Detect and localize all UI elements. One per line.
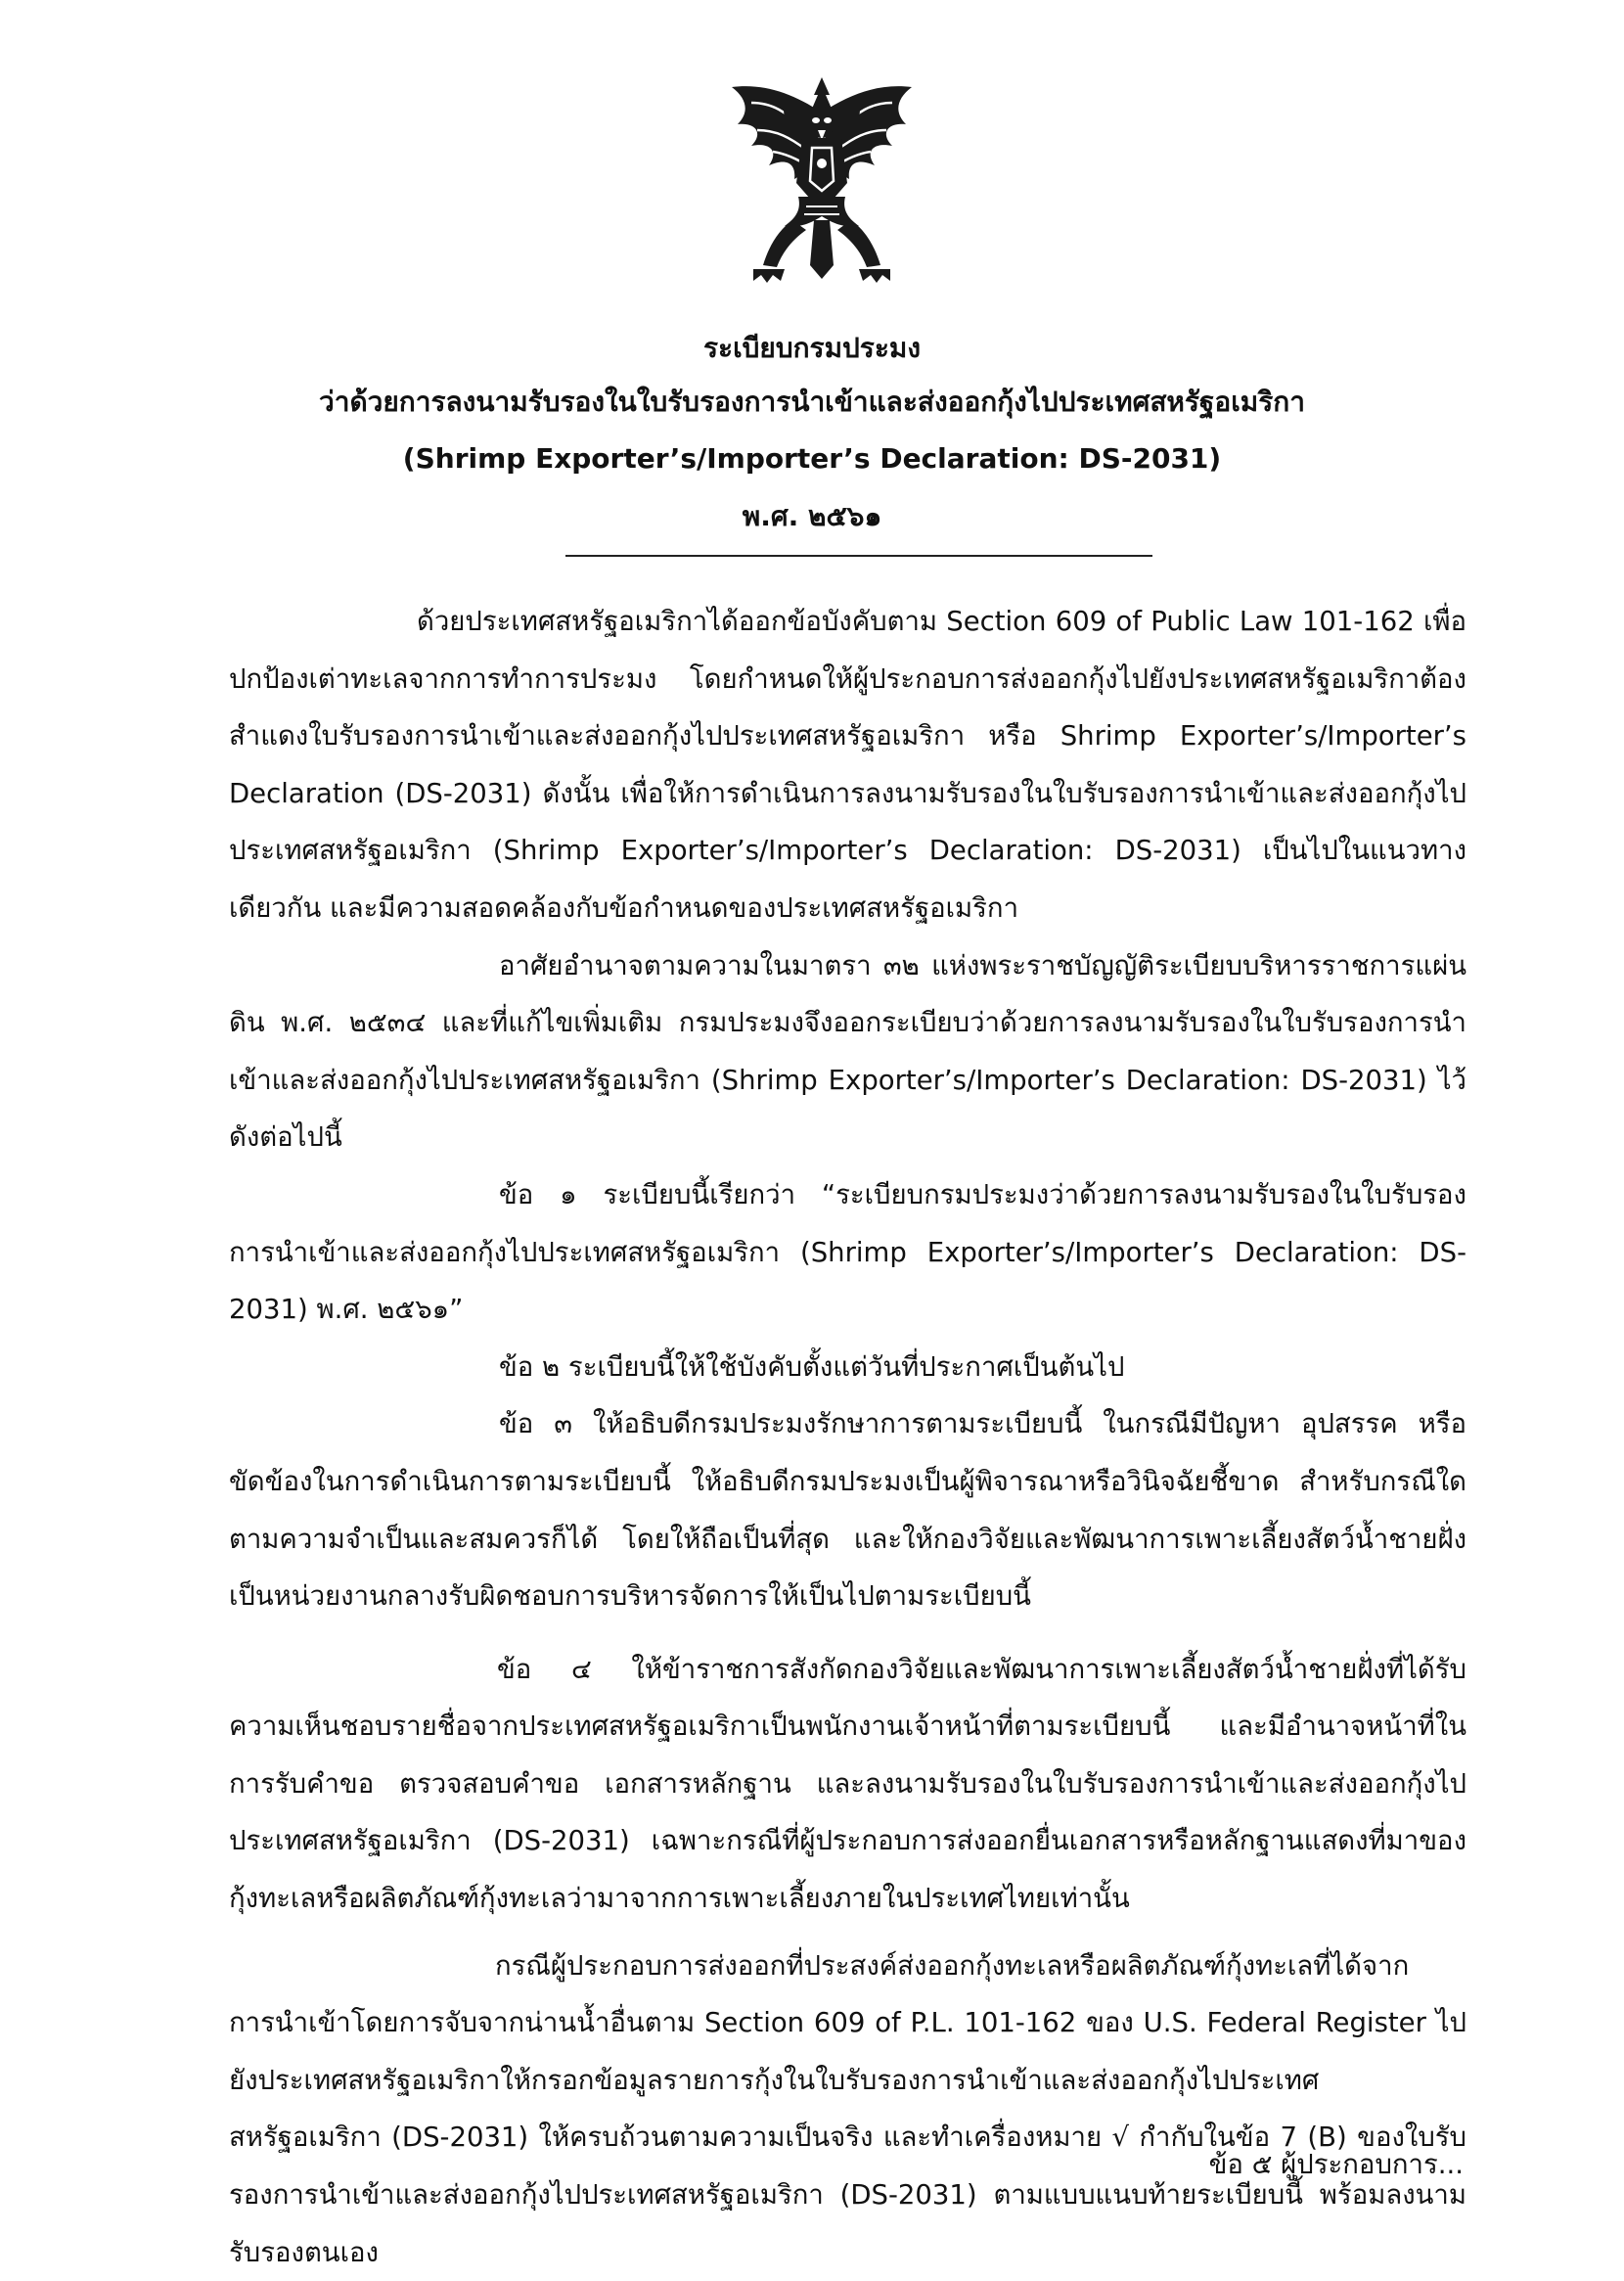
clause-3: ข้อ ๓ ให้อธิบดีกรมประมงรักษาการตามระเบียบนี้ ในกรณีมีปัญหา อุปสรรค หรือขัดข้องในการดำเนินการตามระเบียบนี้ ให้อธิบดีกรมประมงเป็นผู้พิจารณาหรือวินิจฉัยชี้ขาด สำหรับกรณีใดตามความจำเป็นและสมควรก็ได้ โดยให้ถือเป็นที่สุด และให้กองวิจัยและพัฒนาการเพาะเลี้ยงสัตว์น้ำชายฝั่ง เป็นหน่วยงานกลางรับผิดชอบการบริหารจัดการให้เป็นไปตามระเบียบนี้ xyxy=(229,1408,1466,1613)
paragraph-authority: อาศัยอำนาจตามความในมาตรา ๓๒ แห่งพระราชบัญญัติระเบียบบริหารราชการแผ่นดิน พ.ศ. ๒๕๓๔ และที่แก้ไขเพิ่มเติม กรมประมงจึงออกระเบียบว่าด้วยการลงนามรับรองในใบรับรองการนำเข้าและส่งออกกุ้งไปประเทศสหรัฐอเมริกา (Shrimp Exporter’s/Importer’s Declaration: DS-2031) ไว้ดังต่อไปนี้ xyxy=(229,949,1466,1154)
clause-2: ข้อ ๒ ระเบียบนี้ให้ใช้บังคับตั้งแต่วันที่ประกาศเป็นต้นไป xyxy=(499,1350,1125,1383)
document-body xyxy=(229,593,1466,2281)
regulation-english-title: (Shrimp Exporter’s/Importer’s Declaration: DS-2031) xyxy=(402,442,1222,475)
garuda-emblem xyxy=(724,73,920,294)
regulation-year: พ.ศ. ๒๕๖๑ xyxy=(742,500,882,532)
continuation-text: ข้อ ๕ ผู้ประกอบการ... xyxy=(1208,2149,1464,2180)
clause-4: ข้อ ๔ ให้ข้าราชการสังกัดกองวิจัยและพัฒนาการเพาะเลี้ยงสัตว์น้ำชายฝั่งที่ได้รับความเห็นชอบรายชื่อจากประเทศสหรัฐอเมริกาเป็นพนักงานเจ้าหน้าที่ตามระเบียบนี้ และมีอำนาจหน้าที่ในการรับคำขอ ตรวจสอบคำขอ เอกสารหลักฐาน และลงนามรับรองในใบรับรองการนำเข้าและส่งออกกุ้งไปประเทศสหรัฐอเมริกา (DS-2031) เฉพาะกรณีที่ผู้ประกอบการส่งออกยื่นเอกสารหรือหลักฐานแสดงที่มาของกุ้งทะเลหรือผลิตภัณฑ์กุ้งทะเลว่ามาจากการเพาะเลี้ยงภายในประเทศไทยเท่านั้น xyxy=(229,1653,1466,1915)
regulation-subtitle: ว่าด้วยการลงนามรับรองในใบรับรองการนำเข้าและส่งออกกุ้งไปประเทศสหรัฐอเมริกา xyxy=(319,386,1305,418)
paragraph-preamble: ด้วยประเทศสหรัฐอเมริกาได้ออกข้อบังคับตาม Section 609 of Public Law 101-162 เพื่อปกป้องเต่าทะเลจากการทำการประมง โดยกำหนดให้ผู้ประกอบการส่งออกกุ้งไปยังประเทศสหรัฐอเมริกาต้องสำแดงใบรับรองการนำเข้าและส่งออกกุ้งไปประเทศสหรัฐอเมริกา หรือ Shrimp Exporter’s/Importer’s Declaration (DS-2031) ดังนั้น เพื่อให้การดำเนินการลงนามรับรองในใบรับรองการนำเข้าและส่งออกกุ้งไปประเทศสหรัฐอเมริกา (Shrimp Exporter’s/Importer’s Declaration: DS-2031) เป็นไปในแนวทางเดียวกัน และมีความสอดคล้องกับข้อกำหนดของประเทศสหรัฐอเมริกา xyxy=(229,606,1466,924)
title-divider xyxy=(565,555,1152,557)
regulation-title: ระเบียบกรมประมง xyxy=(702,332,922,364)
clause-4-case: กรณีผู้ประกอบการส่งออกที่ประสงค์ส่งออกกุ้งทะเลหรือผลิตภัณฑ์กุ้งทะเลที่ได้จากการนำเข้าโดยการจับจากน่านน้ำอื่นตาม Section 609 of P.L. 101-162 ของ U.S. Federal Register ไปยังประเทศสหรัฐอเมริกาให้กรอกข้อมูลรายการกุ้งในใบรับรองการนำเข้าและส่งออกกุ้งไปประเทศสหรัฐอเมริกา (DS-2031) ให้ครบถ้วนตามความเป็นจริง และทำเครื่องหมาย √ กำกับในข้อ 7 (B) ของใบรับรองการนำเข้าและส่งออกกุ้งไปประเทศสหรัฐอเมริกา (DS-2031) ตามแบบแนบท้ายระเบียบนี้ พร้อมลงนามรับรองตนเอง xyxy=(229,1949,1466,2268)
clause-1: ข้อ ๑ ระเบียบนี้เรียกว่า “ระเบียบกรมประมงว่าด้วยการลงนามรับรองในใบรับรองการนำเข้าและส่งออกกุ้งไปประเทศสหรัฐอเมริกา (Shrimp Exporter’s/Importer’s Declaration: DS-2031) พ.ศ. ๒๕๖๑” xyxy=(229,1178,1466,1326)
